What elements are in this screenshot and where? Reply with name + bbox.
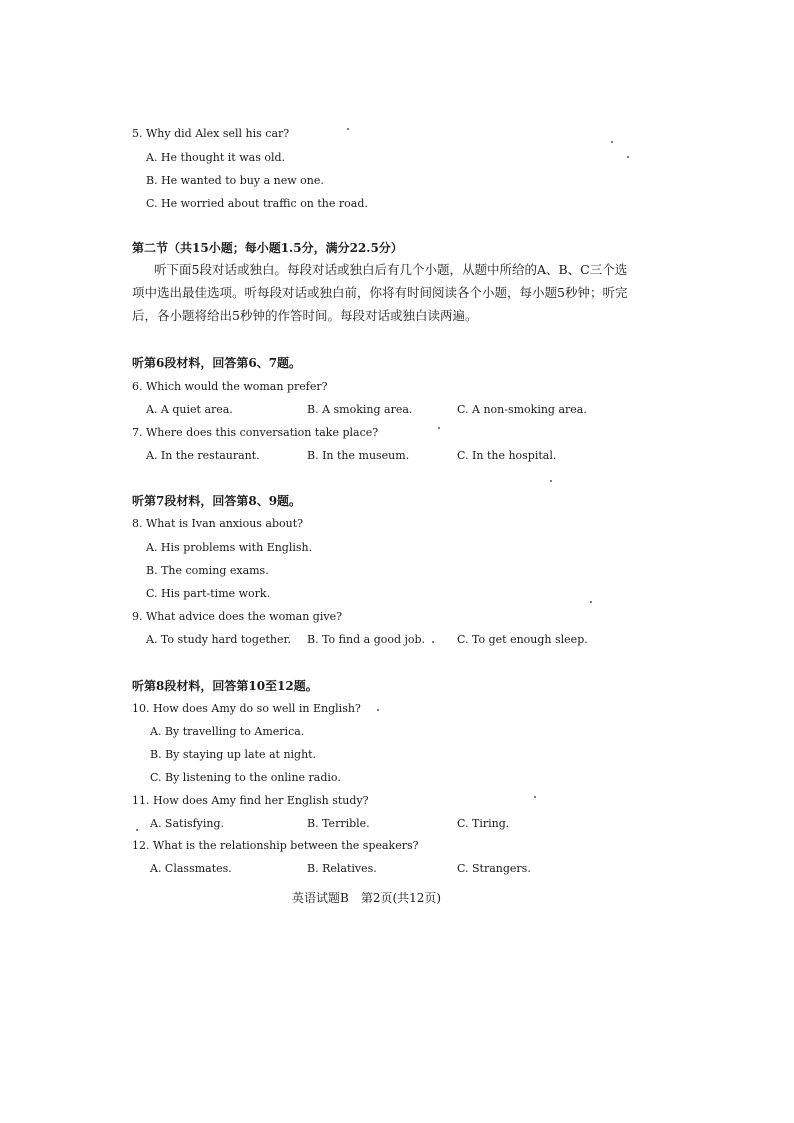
question-9: 9. What advice does the woman give? [132, 610, 342, 623]
q7-option-a: A. In the restaurant. [146, 449, 260, 462]
scan-speck [432, 641, 434, 643]
q7-option-b: B. In the museum. [307, 449, 410, 462]
question-11: 11. How does Amy find her English study? [132, 794, 369, 807]
section-2-title: 第二节（共15小题；每小题1.5分，满分22.5分） [132, 241, 403, 255]
page-footer: 英语试题B 第2页(共12页) [292, 891, 442, 905]
scan-speck [590, 601, 592, 603]
q8-option-b: B. The coming exams. [146, 564, 269, 577]
material-6-header: 听第6段材料，回答第6、7题。 [132, 356, 302, 370]
question-7: 7. Where does this conversation take place? [132, 426, 379, 439]
q10-option-b: B. By staying up late at night. [150, 748, 317, 761]
scan-speck [611, 141, 613, 143]
q6-option-b: B. A smoking area. [307, 403, 413, 416]
q11-option-c: C. Tiring. [457, 817, 510, 830]
q8-option-c: C. His part-time work. [146, 587, 271, 600]
q11-option-b: B. Terrible. [307, 817, 370, 830]
question-12: 12. What is the relationship between the speakers? [132, 839, 419, 852]
scan-speck [377, 709, 379, 711]
q6-option-a: A. A quiet area. [146, 403, 233, 416]
q12-option-a: A. Classmates. [150, 862, 232, 875]
q11-option-a: A. Satisfying. [150, 817, 225, 830]
scan-speck [534, 796, 536, 798]
q8-option-a: A. His problems with English. [146, 541, 313, 554]
question-10: 10. How does Amy do so well in English? [132, 702, 361, 715]
scan-speck [550, 480, 552, 482]
q10-option-c: C. By listening to the online radio. [150, 771, 341, 784]
material-7-header: 听第7段材料，回答第8、9题。 [132, 494, 302, 508]
q9-option-b: B. To find a good job. [307, 633, 426, 646]
q5-option-b: B. He wanted to buy a new one. [146, 174, 324, 187]
q5-option-a: A. He thought it was old. [146, 151, 286, 164]
scan-speck [627, 156, 629, 158]
q5-option-c: C. He worried about traffic on the road. [146, 197, 368, 210]
question-8: 8. What is Ivan anxious about? [132, 517, 304, 530]
q12-option-b: B. Relatives. [307, 862, 377, 875]
scan-speck [438, 427, 440, 429]
q7-option-c: C. In the hospital. [457, 449, 557, 462]
material-8-header: 听第8段材料，回答第10至12题。 [132, 679, 318, 693]
question-6: 6. Which would the woman prefer? [132, 380, 328, 393]
q9-option-a: A. To study hard together. [146, 633, 292, 646]
q6-option-c: C. A non-smoking area. [457, 403, 587, 416]
q10-option-a: A. By travelling to America. [150, 725, 305, 738]
scan-speck [136, 829, 138, 831]
section-2-instructions: 听下面5段对话或独白。每段对话或独白后有几个小题，从题中所给的A、B、C三个选项中选出最佳选项。听每段对话或独白前，你将有时间阅读各个小题，每小题5秒钟；听完后，各小题将给出5秒钟的作答时间。每段对话或独白读两遍。 [132, 262, 628, 323]
q9-option-c: C. To get enough sleep. [457, 633, 588, 646]
question-5: 5. Why did Alex sell his car? [132, 127, 290, 140]
scan-speck [347, 128, 349, 130]
q12-option-c: C. Strangers. [457, 862, 531, 875]
